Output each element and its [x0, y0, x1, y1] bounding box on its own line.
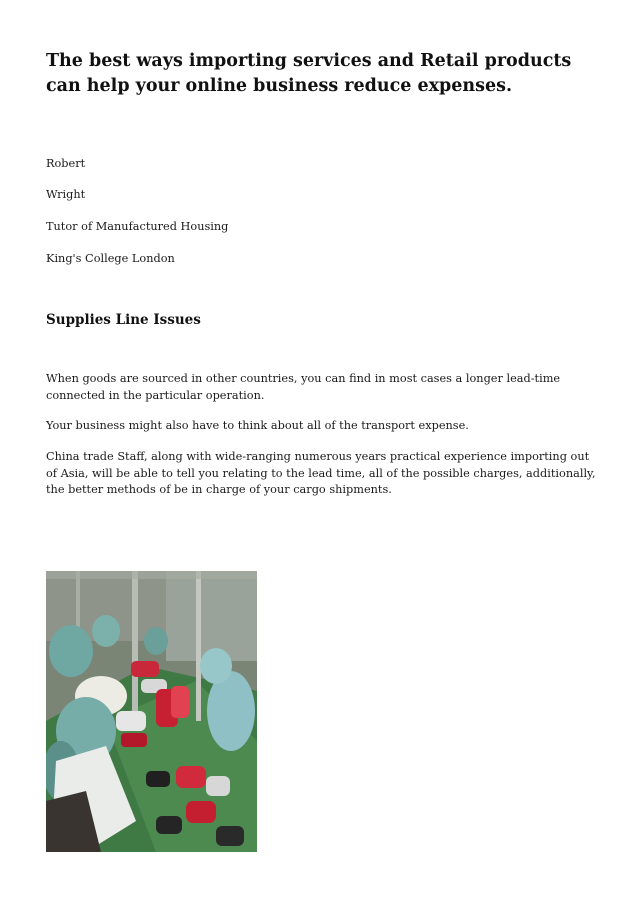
author-position: Tutor of Manufactured Housing: [46, 220, 229, 233]
paragraph-2: Your business might also have to think about all of the transport expense.: [46, 419, 469, 432]
paragraph-3: China trade Staff, along with wide-ranging numerous years practical experience importing out of Asia, will be able to tell you relating to the lead time, all of the possible charges, additionally, the better methods of be in charge of your cargo shipments.: [46, 450, 596, 496]
factory-photo-illustration: [46, 571, 257, 852]
author-institution: King's College London: [46, 252, 175, 265]
document-title: The best ways importing services and Retail products can help your online business reduce expenses.: [46, 51, 572, 96]
paragraph-1: When goods are sourced in other countries, you can find in most cases a longer lead-time connected in the particular operation.: [46, 372, 561, 402]
factory-photo: [46, 571, 257, 852]
author-first-name: Robert: [46, 157, 86, 170]
section-heading: Supplies Line Issues: [46, 312, 201, 328]
author-last-name: Wright: [46, 188, 86, 201]
